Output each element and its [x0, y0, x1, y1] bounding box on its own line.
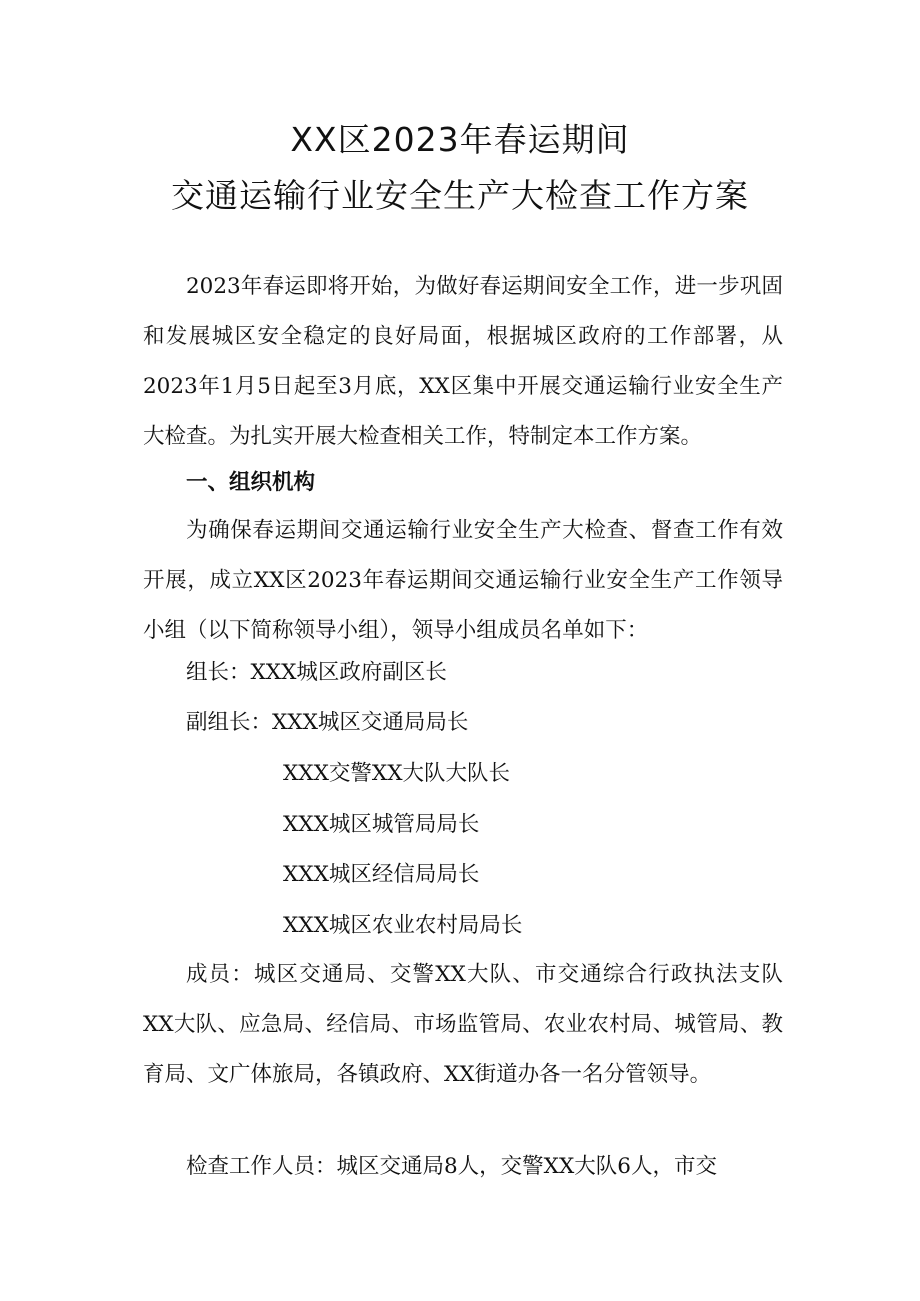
document-title-line-2: 交通运输行业安全生产大检查工作方案: [171, 176, 749, 215]
document-title-line-1: XX区2023年春运期间: [290, 120, 630, 159]
deputy-leader-line: XXX交警XX大队大队长: [283, 761, 511, 786]
organization-paragraph: 为确保春运期间交通运输行业安全生产大检查、督查工作有效开展，成立XX区2023年春运期间交通运输行业安全生产工作领导小组（以下简称领导小组），领导小组成员名单如下：: [143, 518, 783, 643]
intro-paragraph: 2023年春运即将开始，为做好春运期间安全工作，进一步巩固和发展城区安全稳定的良好局面，根据城区政府的工作部署，从2023年1月5日起至3月底，XX区集中开展交通运输行业安全生产大检查。为扎实开展大检查相关工作，特制定本工作方案。: [143, 274, 783, 449]
deputy-leader-line: 副组长：XXX城区交通局局长: [186, 710, 469, 735]
section-1-heading: 一、组织机构: [186, 470, 316, 495]
deputy-leader-line: XXX城区城管局局长: [283, 812, 480, 837]
members-paragraph: 成员：城区交通局、交警XX大队、市交通综合行政执法支队XX大队、应急局、经信局、市场监管局、农业农村局、城管局、教育局、文广体旅局，各镇政府、XX街道办各一名分管领导。: [143, 962, 783, 1087]
inspectors-paragraph: 检查工作人员：城区交通局8人，交警XX大队6人，市交: [186, 1154, 717, 1179]
group-leader-line: 组长：XXX城区政府副区长: [186, 660, 447, 685]
deputy-leader-line: XXX城区经信局局长: [283, 862, 480, 887]
deputy-leader-line: XXX城区农业农村局局长: [283, 913, 523, 938]
